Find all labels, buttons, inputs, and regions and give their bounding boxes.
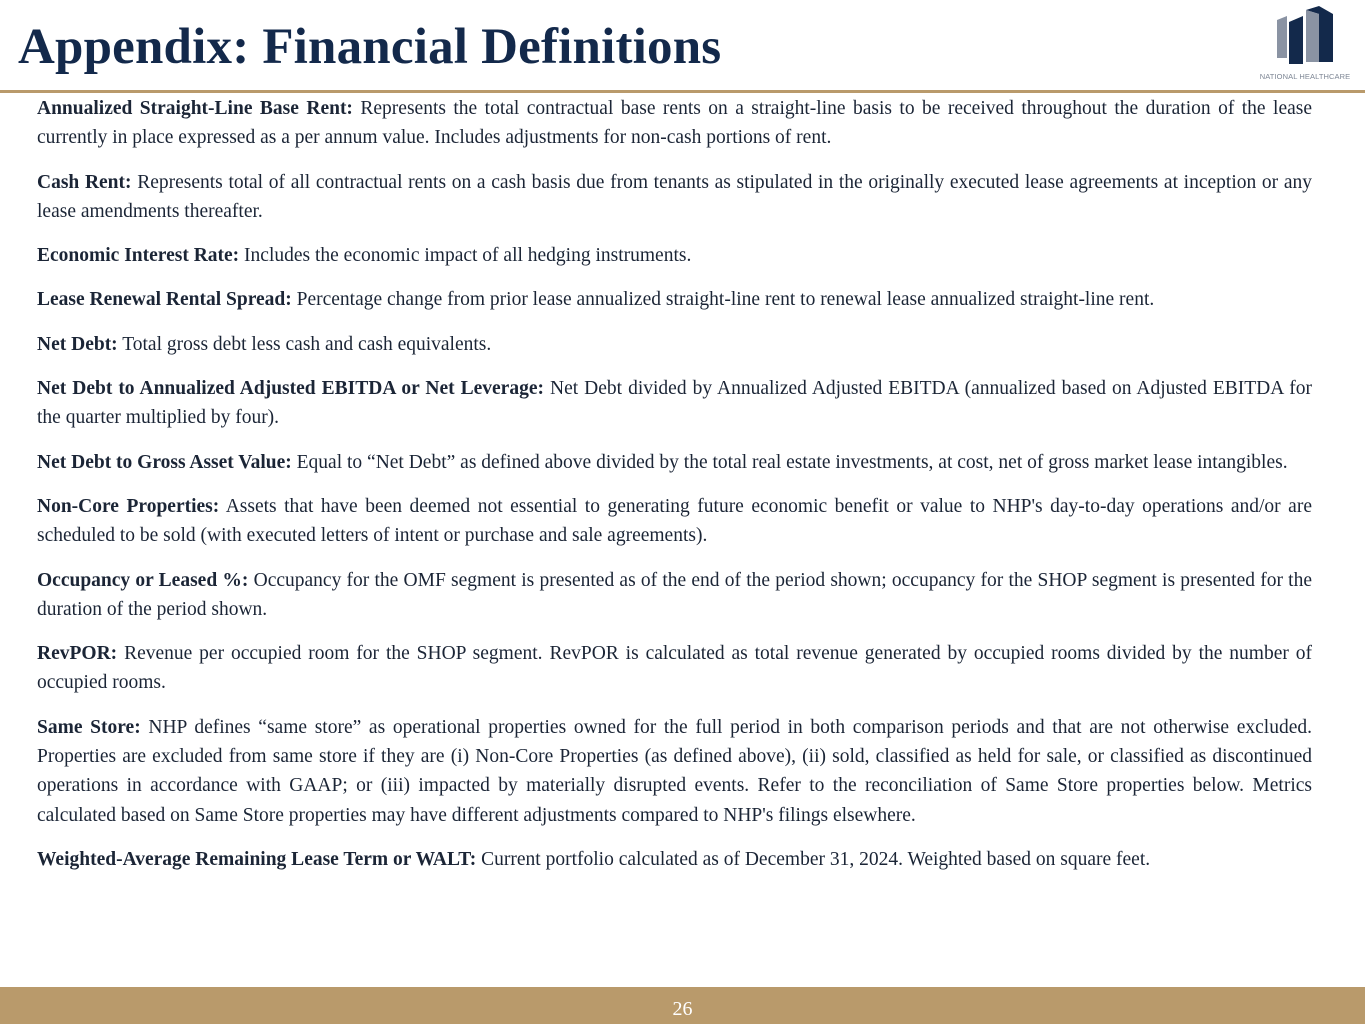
definition-item	[37, 448, 1312, 477]
header-divider	[0, 90, 1365, 93]
definition-item	[37, 845, 1312, 874]
definition-text: Equal to “Net Debt” as defined above divided by the total real estate investments, at cost, net of gross market lease intangibles.	[296, 451, 1288, 473]
definition-item	[37, 168, 1312, 227]
building-columns-logo-icon	[1273, 6, 1337, 70]
definition-term: Same Store:	[37, 716, 141, 738]
definition-item	[37, 94, 1312, 153]
definition-text: Current portfolio calculated as of December 31, 2024. Weighted based on square feet.	[481, 848, 1151, 870]
definition-text: Represents the total contractual base rents on a straight-line basis to be received throughout the duration of the lease currently in place expressed as a per annum value. Includes adjustments for non-cash portions of rent.	[37, 98, 1313, 149]
footer-bar	[0, 987, 1365, 1024]
definition-text: Occupancy for the OMF segment is presented as of the end of the period shown; occupancy for the SHOP segment is presented for the duration of the period shown.	[37, 569, 1313, 620]
definition-term: Net Debt:	[37, 333, 118, 355]
definition-term: Annualized Straight-Line Base Rent:	[37, 98, 353, 119]
definition-text: Represents total of all contractual rents on a cash basis due from tenants as stipulated in the originally executed lease agreements at inception or any lease amendments thereafter.	[37, 171, 1312, 222]
company-logo	[1252, 6, 1358, 86]
definition-term: Economic Interest Rate:	[37, 245, 240, 267]
definition-item	[37, 285, 1312, 314]
definition-text: Includes the economic impact of all hedging instruments.	[244, 245, 692, 267]
definition-text: Percentage change from prior lease annualized straight-line rent to renewal lease annualized straight-line rent.	[296, 289, 1155, 311]
definition-item	[37, 330, 1312, 359]
definition-term: Occupancy or Leased %:	[37, 569, 249, 591]
definition-term: Weighted-Average Remaining Lease Term or WALT:	[37, 848, 477, 870]
logo-text: NATIONAL HEALTHCARE	[1259, 72, 1351, 81]
definition-term: Non-Core Properties:	[37, 495, 220, 517]
definition-term: Lease Renewal Rental Spread:	[37, 289, 292, 311]
definition-item	[37, 639, 1312, 698]
definition-item	[37, 492, 1312, 551]
definition-item	[37, 241, 1312, 270]
definition-text: Assets that have been deemed not essential to generating future economic benefit or value to NHP's day-to-day operations and/or are scheduled to be sold (with executed letters of intent or purchase and sale agreements).	[37, 495, 1312, 547]
definition-term: Cash Rent:	[37, 171, 132, 193]
definition-term: Net Debt to Annualized Adjusted EBITDA or Net Leverage:	[37, 378, 544, 400]
definition-text: Net Debt divided by Annualized Adjusted EBITDA (annualized based on Adjusted EBITDA for the quarter multiplied by four).	[37, 378, 1313, 429]
definition-text: Revenue per occupied room for the SHOP segment. RevPOR is calculated as total revenue generated by occupied rooms divided by the number of occupied rooms.	[37, 643, 1313, 694]
definition-text: NHP defines “same store” as operational properties owned for the full period in both comparison periods and that are not otherwise excluded. Properties are excluded from same store if they are (i) Non-Core Properties (as defined above), (ii) sold, classified as held for sale, or classified as discontinued operations in accordance with GAAP; or (iii) impacted by materially disrupted events. Refer to the reconciliation of Same Store properties below. Metrics calculated based on Same Store properties may have different adjustments compared to NHP's filings elsewhere.	[37, 716, 1312, 826]
definition-term: Net Debt to Gross Asset Value:	[37, 451, 292, 473]
definition-term: RevPOR:	[37, 643, 118, 665]
page-title: Appendix: Financial Definitions	[18, 19, 722, 75]
definition-text: Total gross debt less cash and cash equivalents.	[122, 333, 492, 355]
definition-item	[37, 713, 1312, 830]
definition-item	[37, 566, 1312, 625]
definitions-list	[37, 94, 1312, 889]
definition-item	[37, 374, 1312, 433]
page-number: 26	[672, 998, 693, 1020]
